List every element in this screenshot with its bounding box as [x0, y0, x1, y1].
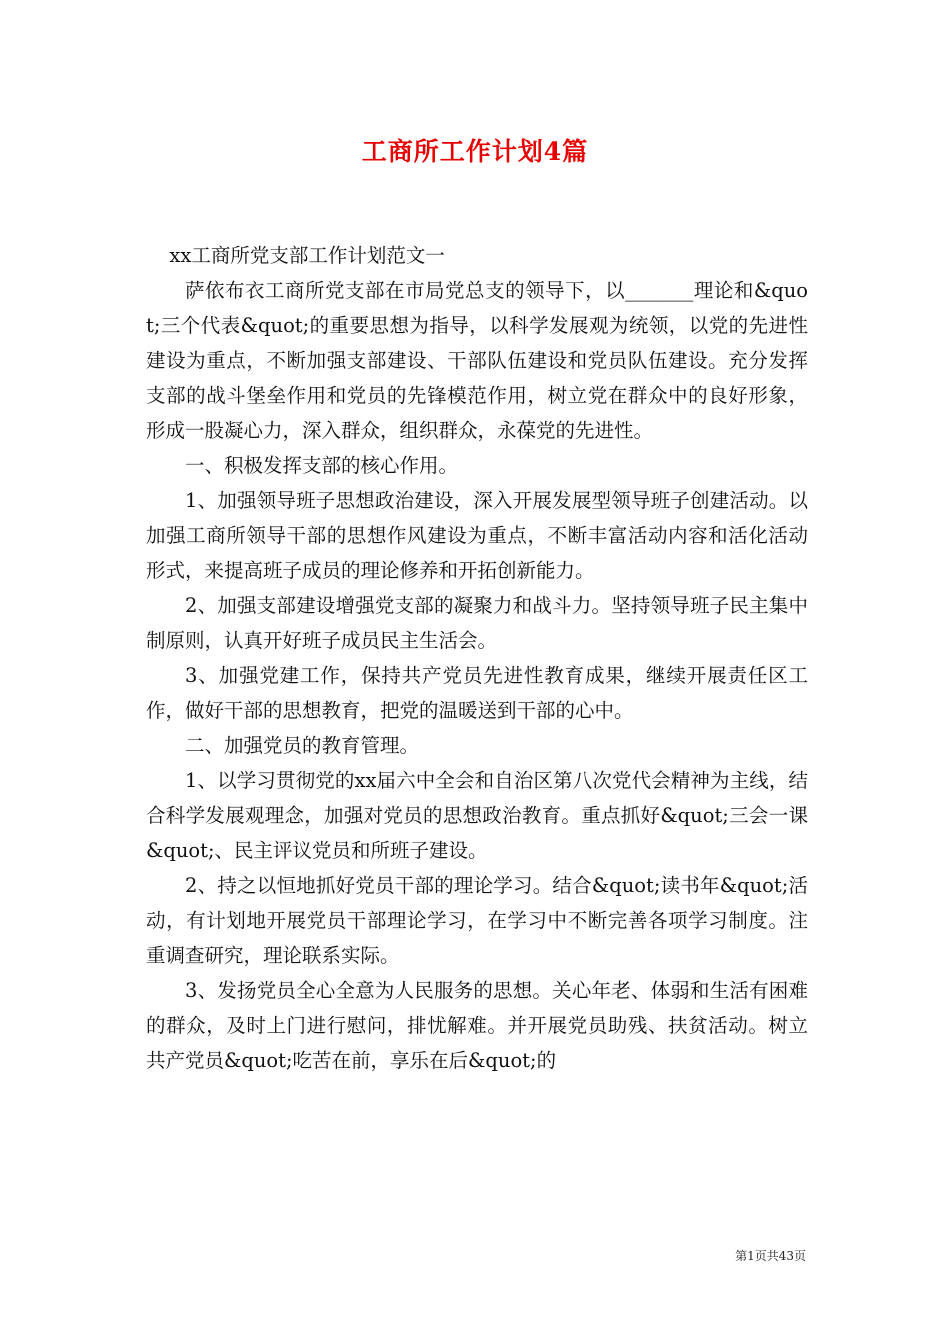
document-title: 工商所工作计划4篇: [361, 137, 589, 166]
section-heading: 一、积极发挥支部的核心作用。: [185, 454, 459, 477]
section-heading: 二、加强党员的教育管理。: [185, 734, 420, 757]
paragraph: 1、以学习贯彻党的xx届六中全会和自治区第八次党代会精神为主线，结合科学发展观理念，加强对党员的思想政治教育。重点抓好&quot;三会一课&quot;、民主评议党员和所班子建设。: [146, 769, 808, 862]
paragraph: 3、发扬党员全心全意为人民服务的思想。关心年老、体弱和生活有困难的群众，及时上门进行慰问，排忧解难。并开展党员助残、扶贫活动。树立共产党员&quot;吃苦在前，享乐在后&quot;的: [146, 979, 808, 1072]
section-heading: xx工商所党支部工作计划范文一: [169, 244, 445, 267]
document-body: [146, 238, 808, 1078]
paragraph: 2、持之以恒地抓好党员干部的理论学习。结合&quot;读书年&quot;活动，有计划地开展党员干部理论学习，在学习中不断完善各项学习制度。注重调查研究，理论联系实际。: [146, 874, 808, 967]
paragraph: 3、加强党建工作，保持共产党员先进性教育成果，继续开展责任区工作，做好干部的思想教育，把党的温暖送到干部的心中。: [146, 664, 808, 722]
page-number: 第1页共43页: [735, 1249, 806, 1263]
paragraph: 萨依布衣工商所党支部在市局党总支的领导下，以_______理论和&quot;三个代表&quot;的重要思想为指导，以科学发展观为统领，以党的先进性建设为重点，不断加强支部建设、干部队伍建设和党员队伍建设。充分发挥支部的战斗堡垒作用和党员的先锋模范作用，树立党在群众中的良好形象，形成一股凝心力，深入群众，组织群众，永葆党的先进性。: [146, 279, 808, 442]
paragraph: 1、加强领导班子思想政治建设，深入开展发展型领导班子创建活动。以加强工商所领导干部的思想作风建设为重点，不断丰富活动内容和活化活动形式，来提高班子成员的理论修养和开拓创新能力。: [146, 489, 808, 582]
paragraph: 2、加强支部建设增强党支部的凝聚力和战斗力。坚持领导班子民主集中制原则，认真开好班子成员民主生活会。: [146, 594, 808, 652]
